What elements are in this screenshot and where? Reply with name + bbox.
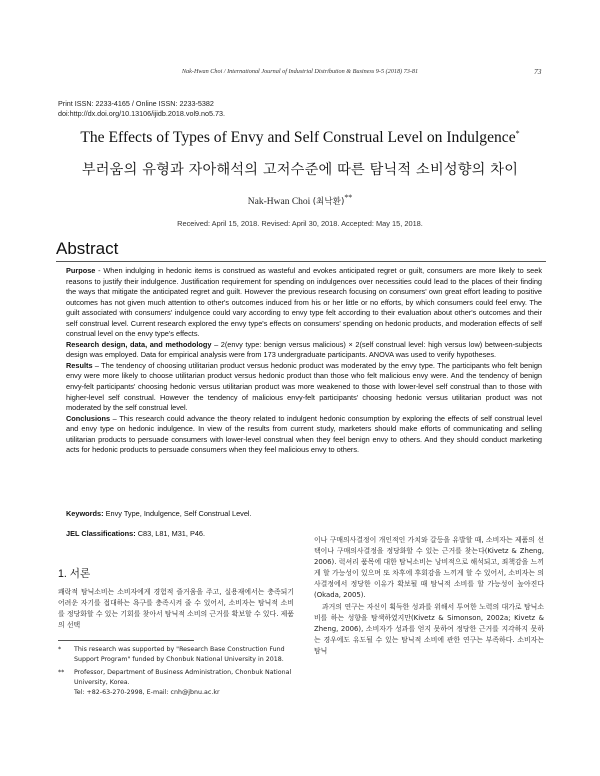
intro-left-column — [58, 587, 294, 631]
purpose-text: - When indulging in hedonic items is construed as wasteful and evokes anticipated regret or guilt, consumers are more likely to seek reasons to justify their indulgence. Justification requirement for spending on indulgences over necessities could lead to the places of their finding the ways that mitigate the anticipated regret and guilt. However the previous research focusing on consumers' own great effort leading to positive outcomes has not given much attention to other's outcomes induced from his or her little or no efforts, by which consumers could feel envy. The guilt associated with consumers' indulgence could vary according to envy type felt according to their evaluation about other's outcomes and their self construal level. Current research explored the envy type's effects on consumers' spending on hedonic products, and moderation effects of self construal level on the envy type's effects. — [66, 266, 542, 339]
jel-text: C83, L81, M31, P46. — [135, 529, 206, 538]
title-korean: 부러움의 유형과 자아해석의 고저수준에 따른 탐닉적 소비성향의 차이 — [81, 162, 519, 178]
footnote-mark: * — [58, 646, 62, 653]
author-name: Nak-Hwan Choi — [247, 197, 311, 208]
intro-paragraph: 이나 구매의사결정이 개인적인 가치와 갈등을 유발할 때, 소비자는 제품의 선택이나 구매의사결정을 정당화할 수 있는 근거를 찾는다(Kivetz & Zheng, 2006). 럭셔리 품목에 대한 탐닉소비는 낭비적으로 해석되고, 죄책감을 느끼게 할 가능성이 있으며 또 차후에 후회감을 느끼게 할 수 있어서, 소비자는 의사결정에서 정당한 이유가 확보될 때 탐닉적 소비를 할 가능성이 높아진다(Okada, 2005). — [314, 536, 544, 600]
footnote-mark: ** — [58, 669, 65, 676]
title-english-text: The Effects of Types of Envy and Self Construal Level on Indulgence — [80, 129, 516, 147]
footnote-text: Professor, Department of Business Administration, Chonbuk National University, Korea. — [74, 669, 292, 686]
conclusions-label: Conclusions — [66, 413, 111, 423]
abstract-method — [66, 340, 542, 361]
jel-label: JEL Classifications: — [66, 529, 136, 538]
author-footnote-mark: ** — [344, 193, 353, 202]
footnote-text: This research was supported by "Research Base Construction Fund Support Program" funded by Chonbuk National University in 2018. — [74, 646, 285, 663]
footnote-contact: Tel: +82-63-270-2998, E-mail: cnh@jbnu.ac.kr — [74, 689, 220, 696]
title-footnote-mark: * — [515, 129, 520, 138]
abstract-heading: Abstract — [56, 239, 119, 258]
keywords-text: Envy Type, Indulgence, Self Construal Level. — [103, 509, 252, 518]
keywords-label: Keywords: — [66, 509, 104, 518]
keywords — [66, 509, 252, 518]
conclusions-text: – This research could advance the theory related to indulgent hedonic consumption by exploring the effects of self construal level and envy type on hedonic indulgence. In view of the results from current study, marketers should make efforts of communicating and selling utilitarian products to persuade consumers with lower-level construal when they feel benign envy to others. And they should conduct marketing acts for hedonic products to persuade consumers when they feel malicious envy to others. — [66, 413, 542, 455]
jel-classifications — [66, 529, 205, 538]
results-text: – The tendency of choosing utilitarian product versus hedonic product was moderated by the envy type. The participants who felt benign envy were more likely to choose utilitarian product versus hedonic product than those who felt malicious envy were. And the tendency of benign envy-felt participants' choosing hedonic versus utilitarian product was more weakened to those with lower-level self construal than to those with higher-level self construal. However the tendency of malicious envy-felt participants' choosing hedonic versus utilitarian product was not moderated by the self construal level. — [66, 360, 542, 413]
doi-line[interactable]: doi:http://dx.doi.org/10.13106/ijidb.2018.vol9.no5.73. — [58, 108, 226, 118]
intro-paragraph: 과거의 연구는 자신이 획득한 성과를 위해서 투여한 노력의 대가로 탐닉소비를 하는 성향을 탐색하였지만(Kivetz & Simonson, 2002a; Kivetz & Zheng, 2006), 소비자가 성과를 얻지 못하여 정당한 근거를 지각하지 못하는 경우에도 유도될 수 있는 탐닉적 소비에 관한 연구는 부족하다. 소비자는 탐닉 — [314, 602, 544, 655]
footnote-divider — [58, 640, 194, 641]
running-head: Nak-Hwan Choi / International Journal of Industrial Distribution & Business 9-5 (2018) 73-81 — [181, 68, 419, 75]
footnotes — [58, 645, 294, 701]
intro-right-column — [314, 535, 544, 657]
abstract-purpose — [66, 266, 542, 340]
title-english — [40, 129, 560, 147]
results-label: Results — [66, 360, 93, 370]
received-dates: Received: April 15, 2018. Revised: April 30, 2018. Accepted: May 15, 2018. — [177, 219, 423, 228]
footnote-funding — [58, 645, 294, 665]
abstract-conclusions — [66, 414, 542, 456]
abstract-results — [66, 361, 542, 414]
issn-block — [58, 99, 225, 118]
intro-paragraph: 쾌락적 탐닉소비는 소비자에게 경험적 즐거움을 주고, 실용재에서는 충족되기 어려운 자기를 접대하는 욕구를 충족시켜 줄 수 있어서, 소비자는 탐닉적 소비를 정당화할 수 있는 기회를 찾아서 탐닉적 소비의 근거를 확보할 수 있다. 제품의 선택 — [58, 588, 294, 630]
abstract-body — [66, 266, 542, 456]
method-label: Research design, data, and methodology — [66, 339, 212, 349]
page-number: 73 — [534, 67, 542, 76]
section-heading-intro: 1. 서론 — [58, 568, 91, 580]
purpose-label: Purpose — [66, 266, 96, 275]
footnote-author — [58, 668, 294, 698]
abstract-divider — [56, 261, 546, 262]
author-korean-name: (최낙환) — [312, 197, 345, 208]
author-line — [40, 193, 560, 207]
method-text: – 2(envy type: benign versus malicious) × 2(self construal level: high versus low) between-subjects design was employed. Data for empirical analysis were from 173 undergraduate participants. ANOVA was used to verify hypotheses. — [66, 339, 543, 360]
issn-line: Print ISSN: 2233-4165 / Online ISSN: 2233-5382 — [58, 99, 214, 108]
